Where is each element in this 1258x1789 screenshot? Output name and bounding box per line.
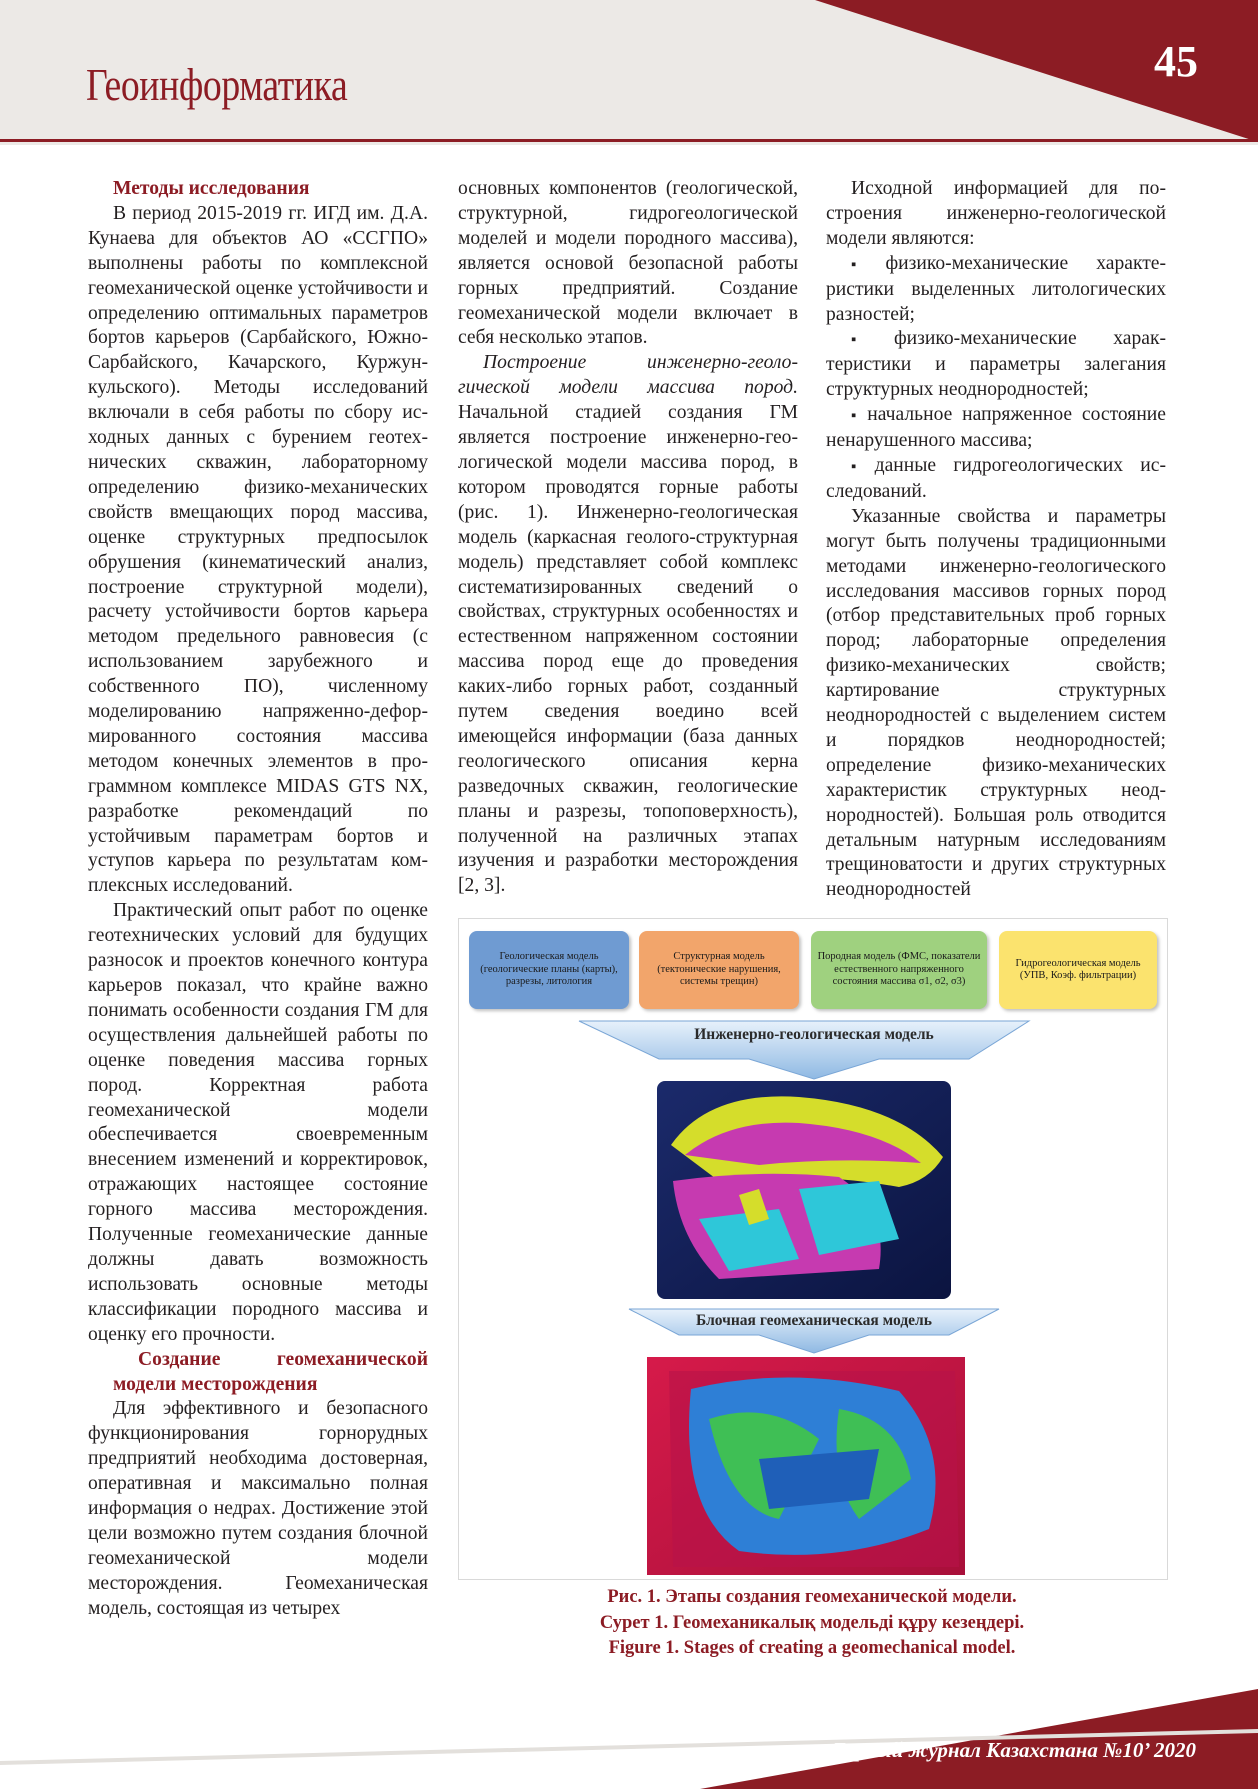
section-title: Геоинформатика — [86, 59, 348, 110]
paragraph: Для эффективного и безопасного функционирования горнорудных предприятий необходима достоверная, оперативная и максимально полная информация о недрах. Достижение этой цели возможно путем создания блочной геомеханической модели месторождения. Геомеханическая модель, состоящая из четырех — [88, 1398, 428, 1619]
stage-box-label: Гидрогеологическая модель (УПВ, Коэф. фильтрации) — [1015, 957, 1141, 981]
caption-ru: Рис. 1. Этапы создания геомеханической модели. — [607, 1587, 1017, 1607]
figure-caption — [458, 1585, 1166, 1662]
block-geomechanical-model-image — [647, 1357, 965, 1575]
stage-box-label: Структурная модель (тектонические нарушения, системы трещин) — [657, 951, 781, 988]
paragraph: основных компонентов (геологической, структурной, гидрогеологической моделей и модели породного массива), является основой безопасной работы горных предприятий. Создание геомеханической модели включает в себя несколько этапов. — [458, 178, 798, 349]
heading-methods: Методы исследования — [113, 178, 310, 199]
figure-1 — [458, 918, 1168, 1580]
arrow-label-block-geomechanical: Блочная геомеханическая модель — [696, 1312, 932, 1329]
paragraph: В период 2015-2019 гг. ИГД им. Д.А. Кунаева для объектов АО «ССГПО» выполнены работы по комплексной геомеханической оценке устойчивости и определению оптимальных параметров бортов карьеров (Сарбайского, Южно-Сарбайского, Качарского, Куржункульского). Методы исследований включали в себя работы по сбору исходных данных с бурением геотехнических скважин, лабораторному определению физико-механических свойств вмещающих пород массива, оценке структурных предпосылок обрушения (кинематический анализ, построение структурной модели), расчету устойчивости бортов карьера методом предельного равновесия (с использованием зарубежного и собственного ПО), численному моделированию напряженно-деформированного состояния массива методом конечных элементов в программном комплексе MIDAS GTS NX, разработке рекомендаций по устойчивым параметрам бортов и уступов карьера по результатам комплексных исследований. — [88, 202, 428, 897]
paragraph: Практический опыт работ по оценке геотехнических условий для будущих разносок и проектов конечного контура карьеров показал, что крайне важно понимать особенности создания ГМ для осуществления дальнейшей работы по оценке поведения массива горных пород. Корректная работа геомеханической модели обеспечивается своевременным внесением изменений и корректировок, отражающих настоящее состояние горного массива месторождения. Полученные геомеханические данные должны давать возможность использовать основные методы классификации породного массива и оценку его прочности. — [88, 900, 428, 1345]
stage-box-label: Породная модель (ФМС, показатели естественного напряженного состояния массива σ1, σ2, σ3) — [817, 951, 981, 988]
column-2 — [458, 177, 798, 899]
paragraph: Исходной информацией для построения инженерно-геологической модели являются: — [826, 178, 1166, 249]
list-item: ▪ физико-механические характеристики и параметры залегания структурных неоднородностей; — [826, 327, 1166, 403]
journal-footer: Горный журнал Казахстана №10’ 2020 — [832, 1738, 1196, 1762]
list-item: ▪ физико-механические характеристики выделенных литологических разностей; — [826, 252, 1166, 328]
heading-model-creation: Создание геомеханической модели месторождения — [113, 1348, 428, 1395]
caption-kz: Сурет 1. Геомеханикалық модельді құру кезеңдері. — [599, 1612, 1025, 1633]
engineering-geological-model-image — [657, 1081, 951, 1299]
list-item: ▪ данные гидрогеологических исследований. — [826, 454, 1166, 505]
page-number: 45 — [1154, 37, 1198, 86]
column-1 — [88, 177, 428, 1622]
caption-en: Figure 1. Stages of creating a geomechanical model. — [608, 1638, 1016, 1658]
arrow-label-engineering-geological: Инженерно-геологическая модель — [694, 1026, 934, 1043]
stage-box-label: Геологическая модель (геологические планы (карты), разрезы, литология — [480, 951, 618, 988]
bullet-list — [826, 252, 1166, 505]
header-rule — [0, 139, 1258, 142]
paragraph: Указанные свойства и параметры могут быть получены традиционными методами инженерно-геологического исследования массивов горных пород (отбор представительных проб горных пород; лабораторные определения физико-механических свойств; картирование структурных неоднородностей с выделением систем и порядков неоднородностей; определение физико-механических характеристик структурных неоднородностей). Большая роль отводится детальным натурным исследованиям трещиноватости и других структурных неоднородностей — [826, 505, 1166, 901]
paragraph — [458, 351, 798, 899]
list-item: ▪ начальное напряженное состояние ненарушенного массива; — [826, 403, 1166, 454]
italic-subheading: Построение инженерно-геологической модели массива пород. — [458, 352, 798, 399]
paragraph-text: Начальной стадией создания ГМ является построение инженерно-геологической модели массива пород, в котором проводятся горные работы (рис. 1). Инженерно-геологическая модель (каркасная геолого-структурная модель) представляет собой комплекс систематизированных сведений о свойствах, структурных особенностях и естественном напряженном состоянии массива пород еще до проведения каких-либо горных работ, созданный путем сведения воедино всей имеющейся информации (база данных геологического описания керна разведочных скважин, геологические планы и разрезы, топоповерхность), полученной на различных этапах изучения и разработки месторождения [2, 3]. — [458, 402, 798, 897]
column-3 — [826, 177, 1166, 903]
figure-graphics — [459, 919, 1167, 1579]
